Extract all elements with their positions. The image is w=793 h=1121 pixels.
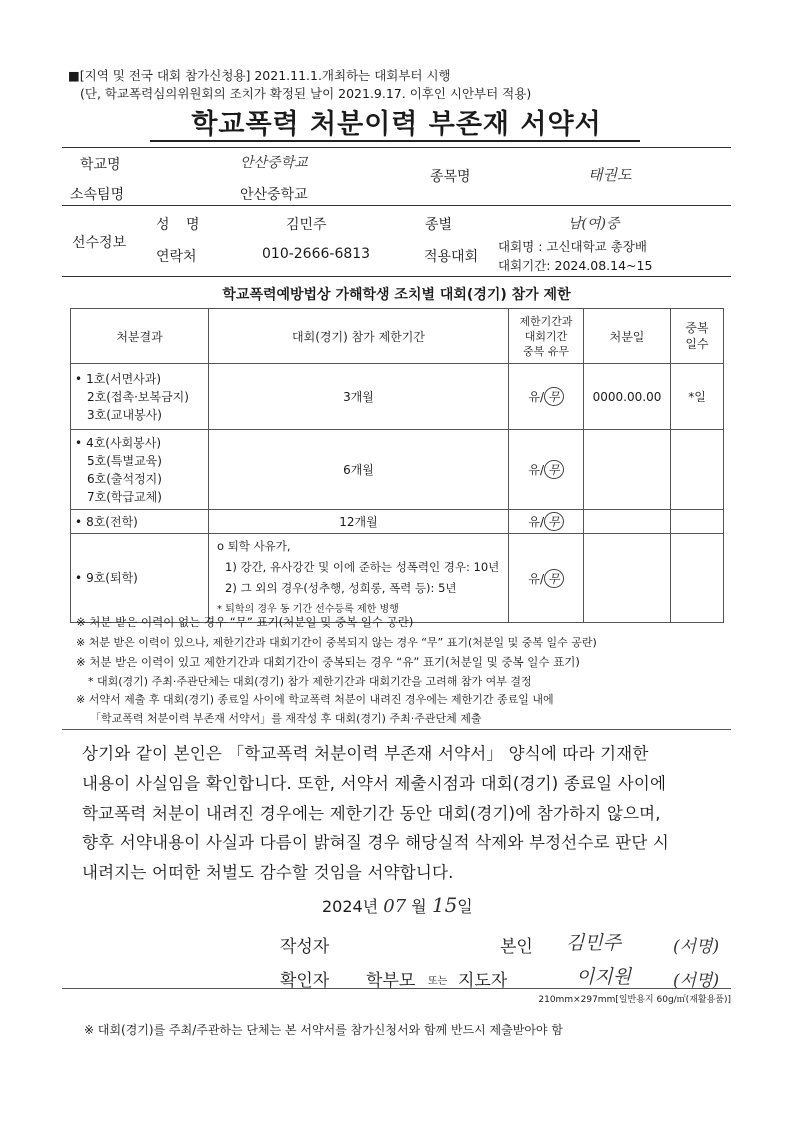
coach-label: 지도자 (458, 971, 508, 991)
header-days-line-1: 중복 (685, 321, 709, 335)
parent-label: 학부모 (366, 971, 416, 991)
contact-value: 010-2666-6813 (262, 246, 371, 262)
row-3-categories (71, 510, 209, 534)
name-label: 성 명 (156, 217, 206, 233)
row-1-date: 0000.00.00 (584, 364, 671, 430)
row-1-period: 3개월 (209, 364, 509, 430)
tournament-period: 대회기간: 2024.08.14~15 (498, 258, 653, 273)
table-row (71, 534, 724, 623)
overlap-mark-circled: 무 (544, 512, 564, 531)
team-value: 안산중학교 (240, 187, 308, 203)
header-overlap-line-1: 제한기간과 (519, 314, 573, 328)
detail-line: o 퇴학 사유가, (217, 539, 291, 553)
header-overlap (509, 309, 584, 364)
table-header-row (71, 309, 724, 364)
row-4-categories (71, 534, 209, 623)
row-2-period: 6개월 (209, 430, 509, 510)
self-sign-mark: (서명) (673, 937, 720, 957)
detail-line: 2) 그 외의 경우(성추행, 성희롱, 폭력 등): 5년 (225, 581, 457, 595)
category-line: 5호(특별교육) (87, 453, 162, 468)
date-year: 2024년 (322, 897, 379, 916)
header-overlap-line-3: 중복 유무 (522, 344, 569, 358)
row-3-date (584, 510, 671, 534)
coach-signature: 이지원 (576, 966, 632, 988)
pledge-line: 내려지는 어떠한 처벌도 감수할 것임을 서약합니다. (82, 863, 454, 882)
date-month-value: 07 (383, 896, 407, 917)
note-line: ※ 서약서 제출 후 대회(경기) 종료일 사이에 학교폭력 처분이 내려진 경우에는 제한기간 종료일 내에 (76, 693, 554, 706)
table-subtitle: 학교폭력예방법상 가해학생 조치별 대회(경기) 참가 제한 (222, 287, 571, 303)
header-result: 처분결과 (71, 309, 209, 364)
category-line: • 8호(전학) (75, 513, 204, 531)
category-line: • 1호(서면사과) (75, 370, 204, 388)
contact-label: 연락처 (156, 249, 197, 265)
row-2-days (671, 430, 724, 510)
school-value: 안산중학교 (240, 155, 308, 171)
row-2-overlap (509, 430, 584, 510)
team-label: 소속팀명 (70, 187, 125, 203)
self-signature: 김민주 (566, 932, 622, 954)
notes-divider (62, 729, 731, 730)
or-label: 또는 (428, 976, 448, 987)
player-info-label: 선수정보 (72, 235, 127, 251)
header-overlap-line-2: 대회기간 (524, 329, 568, 343)
date-day-label: 일 (457, 897, 473, 916)
tournament-name: 대회명 : 고신대학교 총장배 (498, 239, 647, 254)
tournament-label: 적용대회 (424, 249, 479, 265)
note-line: * 대회(경기) 주최·주관단체는 대회(경기) 참가 제한기간과 대회기간을 고려해 참가 여부 결정 (88, 675, 532, 688)
self-label: 본인 (500, 937, 533, 957)
pledge-line: 상기와 같이 본인은 「학교폭력 처분이력 부존재 서약서」 양식에 따라 기재한 (82, 744, 649, 763)
pledge-line: 내용이 사실임을 확인합니다. 또한, 서약서 제출시점과 대회(경기) 종료일 사이에 (82, 774, 667, 793)
row-4-date (584, 534, 671, 623)
row-1-days: *일 (671, 364, 724, 430)
overlap-prefix: 유/ (528, 515, 545, 529)
row-3-period: 12개월 (209, 510, 509, 534)
overlap-prefix: 유/ (528, 463, 545, 477)
row-4-days (671, 534, 724, 623)
category-line: 3호(교내봉사) (87, 407, 162, 422)
overlap-prefix: 유/ (528, 390, 545, 404)
category-line: • 4호(사회봉사) (75, 434, 204, 452)
detail-line: 1) 강간, 유사강간 및 이에 준하는 성폭력인 경우: 10년 (225, 560, 500, 574)
document-title: 학교폭력 처분이력 부존재 서약서 (191, 109, 602, 140)
detail-line: * 퇴학의 경우 동 기간 선수등록 제한 병행 (217, 604, 399, 615)
table-row (71, 364, 724, 430)
title-underline (150, 140, 640, 142)
row-2-date (584, 430, 671, 510)
table-row (71, 430, 724, 510)
paper-size-divider (62, 988, 731, 989)
event-value: 태권도 (588, 166, 632, 184)
pledge-line: 학교폭력 처분이 내려진 경우에는 제한기간 동안 대회(경기)에 참가하지 않으며, (82, 804, 661, 823)
row-4-detail (209, 534, 509, 623)
note-line: ※ 처분 받은 이력이 없는 경우 “무” 표기(처분일 및 중복 일수 공란) (76, 615, 414, 629)
category-value: 남(여)중 (568, 216, 620, 232)
header-date: 처분일 (584, 309, 671, 364)
date-month-label: 월 (411, 897, 427, 916)
row-2-categories (71, 430, 209, 510)
pledge-line: 향후 서약내용이 사실과 다름이 밝혀질 경우 해당실적 삭제와 부정선수로 판단 시 (82, 833, 670, 852)
table-row (71, 510, 724, 534)
category-line: 6호(출석정지) (87, 471, 162, 486)
pledge-date (322, 893, 473, 917)
row-3-overlap (509, 510, 584, 534)
info-mid-border (62, 205, 731, 206)
info-bottom-border (62, 276, 731, 277)
author-label: 작성자 (280, 937, 330, 957)
header-note-2: (단, 학교폭력심의위원회의 조치가 확정된 날이 2021.9.17. 이후인 시안부터 적용) (80, 86, 532, 101)
overlap-prefix: 유/ (528, 571, 545, 586)
category-label: 종별 (425, 217, 453, 233)
row-4-overlap (509, 534, 584, 623)
note-line: ※ 처분 받은 이력이 있고 제한기간과 대회기간이 중복되는 경우 “유” 표기(처분일 및 중복 일수 표기) (76, 655, 580, 669)
event-label: 종목명 (430, 169, 471, 185)
header-days-line-2: 일수 (685, 337, 709, 351)
name-value: 김민주 (286, 217, 327, 233)
header-days (671, 309, 724, 364)
header-period: 대회(경기) 참가 제한기간 (209, 309, 509, 364)
overlap-mark-circled: 무 (544, 460, 564, 479)
category-line: • 9호(퇴학) (75, 569, 204, 587)
footer-note: ※ 대회(경기)를 주최/주관하는 단체는 본 서약서를 참가신청서와 함께 반드시 제출받아야 함 (84, 1023, 563, 1037)
overlap-mark-circled: 무 (544, 387, 564, 406)
note-line: ※ 처분 받은 이력이 있으나, 제한기간과 대회기간이 중복되지 않는 경우 “무” 표기(처분일 및 중복 일수 공란) (76, 636, 597, 649)
school-label: 학교명 (80, 157, 121, 173)
sanction-table (70, 308, 724, 623)
category-line: 7호(학급교체) (87, 489, 162, 504)
row-1-overlap (509, 364, 584, 430)
confirm-label: 확인자 (280, 971, 330, 991)
note-line: 「학교폭력 처분이력 부존재 서약서」를 재작성 후 대회(경기) 주최·주관단체 제출 (90, 712, 482, 725)
row-3-days (671, 510, 724, 534)
row-1-categories (71, 364, 209, 430)
info-top-border (62, 147, 731, 148)
header-note-1: ■[지역 및 전국 대회 참가신청용] 2021.11.1.개최하는 대회부터 시행 (68, 68, 451, 83)
coach-sign-mark: (서명) (673, 971, 720, 991)
date-day-value: 15 (431, 893, 458, 917)
overlap-mark-circled: 무 (544, 569, 564, 588)
paper-size-note: 210mm×297mm[일반용지 60g/㎡(재활용품)] (538, 995, 731, 1005)
category-line: 2호(접촉·보복금지) (87, 389, 189, 404)
